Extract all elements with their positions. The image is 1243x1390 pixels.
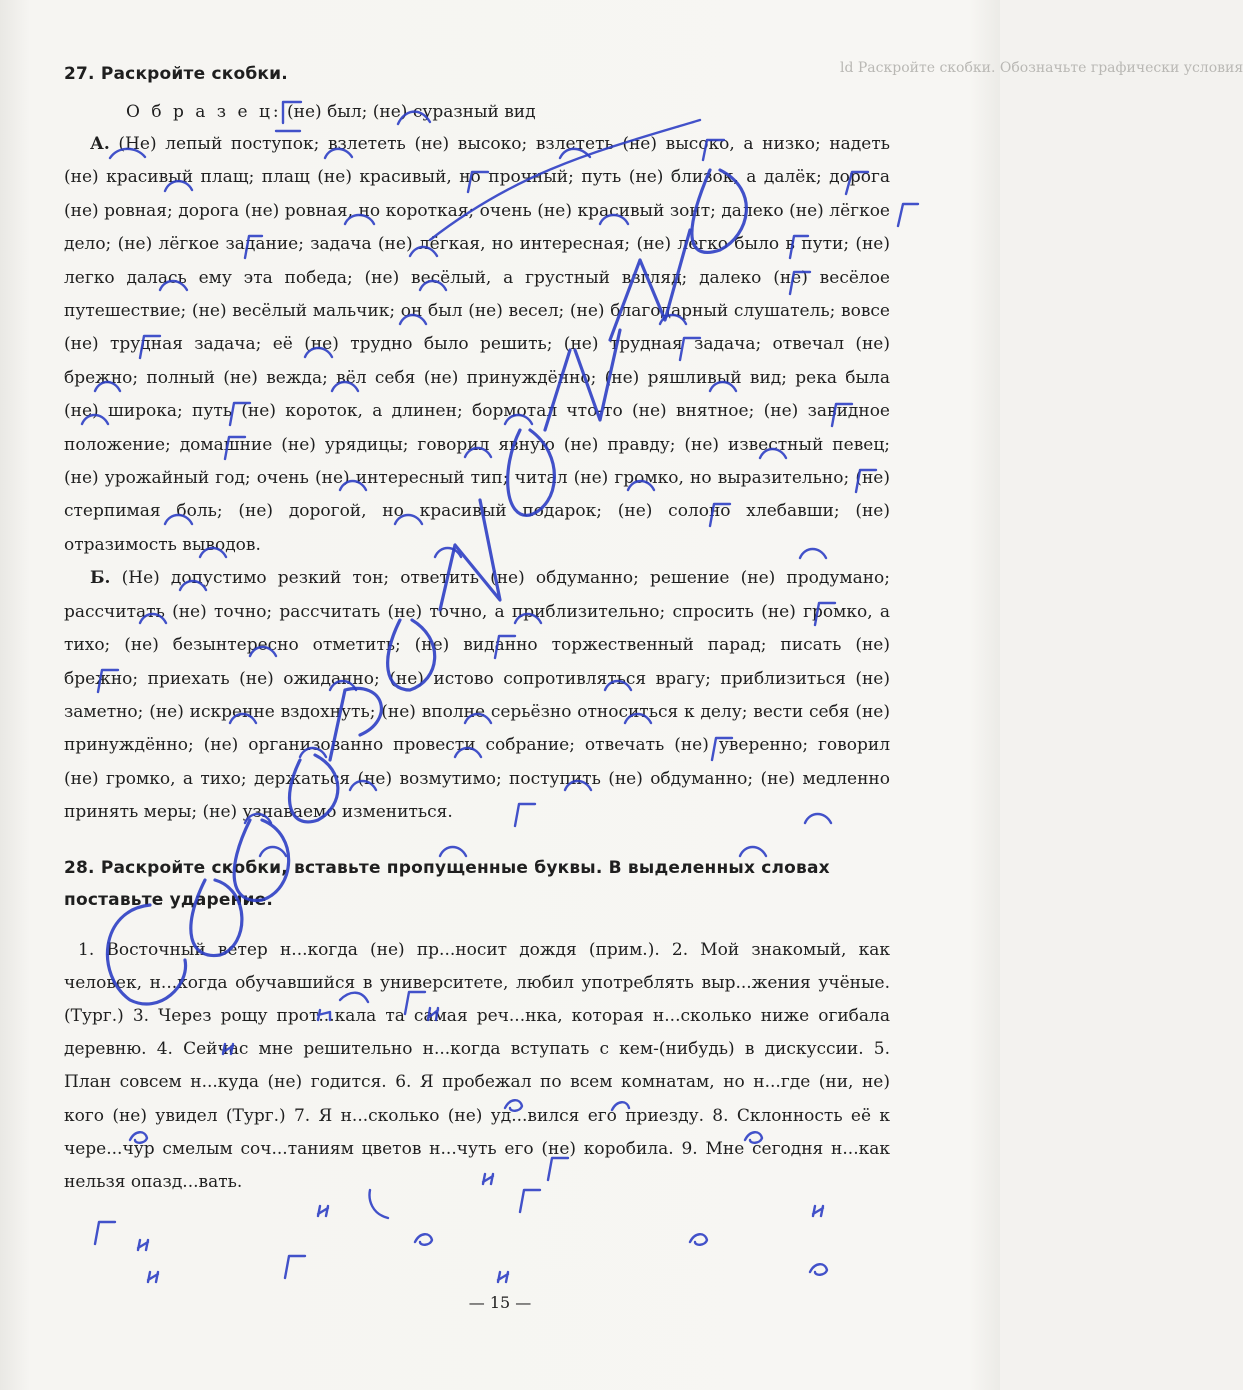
exercise-27-part-b — [64, 562, 890, 829]
exercise-27-title: 27. Раскройте скобки. — [64, 64, 288, 84]
sample-line — [64, 96, 890, 128]
sample-label: О б р а з е ц: — [126, 102, 282, 122]
part-b-label: Б. — [90, 568, 111, 589]
page-text — [64, 58, 890, 1199]
bleed-through-text: ld Раскройте скобки. Обозначьте графически условия — [840, 60, 1243, 76]
part-a-label: А. — [90, 134, 110, 154]
sample-text: (не) был; (не) суразный вид — [287, 102, 536, 122]
part-b-text: (Не) допустимо резкий тон; ответить (не) обдуманно; решение (не) продумано; рассчитать (не) точно; рассчитать (не) точно, а приблизительно; спросить (не) громко, а тихо; (не) безынтересно отметить; (не) виданно торжественный парад; писать (не) брежно; приехать (не) ожиданно; (не) истово сопротивляться врагу; приблизиться (не) заметно; (не) искренне вздохнуть; (не) вполне серьёзно относиться к делу; вести себя (не) принуждённо; (не) организованно провести собрание; отвечать (не) уверенно; говорил (не) громко, а тихо; держаться (не) возмутимо; поступить (не) обдуманно; (не) медленно принять меры; (не) узнаваемо измениться. — [64, 568, 891, 823]
exercise-28-title: 28. Раскройте скобки, вставьте пропущенные буквы. В выделенных словах поставьте ударение. — [64, 857, 830, 910]
exercise-28-items: 1. Восточный ветер н...когда (не) пр...носит дождя (прим.). 2. Мой знакомый, как человек, н...когда обучавшийся в университете, любил употреблять выр...жения учёные. (Тург.) 3. Через рощу прот...кала та самая реч...нка, которая н...сколько ниже огибала деревню. 4. Сейчас мне решительно н...когда вступать с кем-(нибудь) в дискуссии. 5. План совсем н...куда (не) годится. 6. Я пробежал по всем комнатам, но н...где (ни, не) кого (не) увидел (Тург.) 7. Я н...сколько (не) уд...вился его приезду. 8. Склонность её к чере...чур смелым соч...таниям цветов н...чуть его (не) коробила. 9. Мне сегодня н...как нельзя опазд...вать. — [64, 939, 890, 1192]
exercise-27-part-a — [64, 128, 890, 562]
page-number: — 15 — — [468, 1293, 532, 1312]
part-a-text: (Не) лепый поступок; взлететь (не) высоко; взлететь (не) высоко, а низко; надеть (не) красивый плащ; плащ (не) красивый, но прочный; путь (не) близок, а далёк; дорога (не) ровная; дорога (не) ровная, но короткая; очень (не) красивый зонт; далеко (не) лёгкое дело; (не) лёгкое задание; задача (не) лёгкая, но интересная; (не) легко было в пути; (не) легко далась ему эта победа; (не) весёлый, а грустный взгляд; далеко (не) весёлое путешествие; (не) весёлый мальчик; он был (не) весел; (не) благодарный слушатель; вовсе (не) трудная задача; её (не) трудно было решить; (не) трудная задача; отвечал (не) брежно; полный (не) вежда; вёл себя (не) принуждённо; (не) ряшливый вид; река была (не) широка; путь (не) короток, а длинен; бормотал что-то (не) внятное; (не) завидное положение; домашние (не) урядицы; говорил явную (не) правду; (не) известный певец; (не) урожайный год; очень (не) интересный тип; читал (не) громко, но выразительно; (не) стерпимая боль; (не) дорогой, но красивый подарок; (не) солоно хлебавши; (не) отразимость выводов. — [64, 134, 890, 555]
